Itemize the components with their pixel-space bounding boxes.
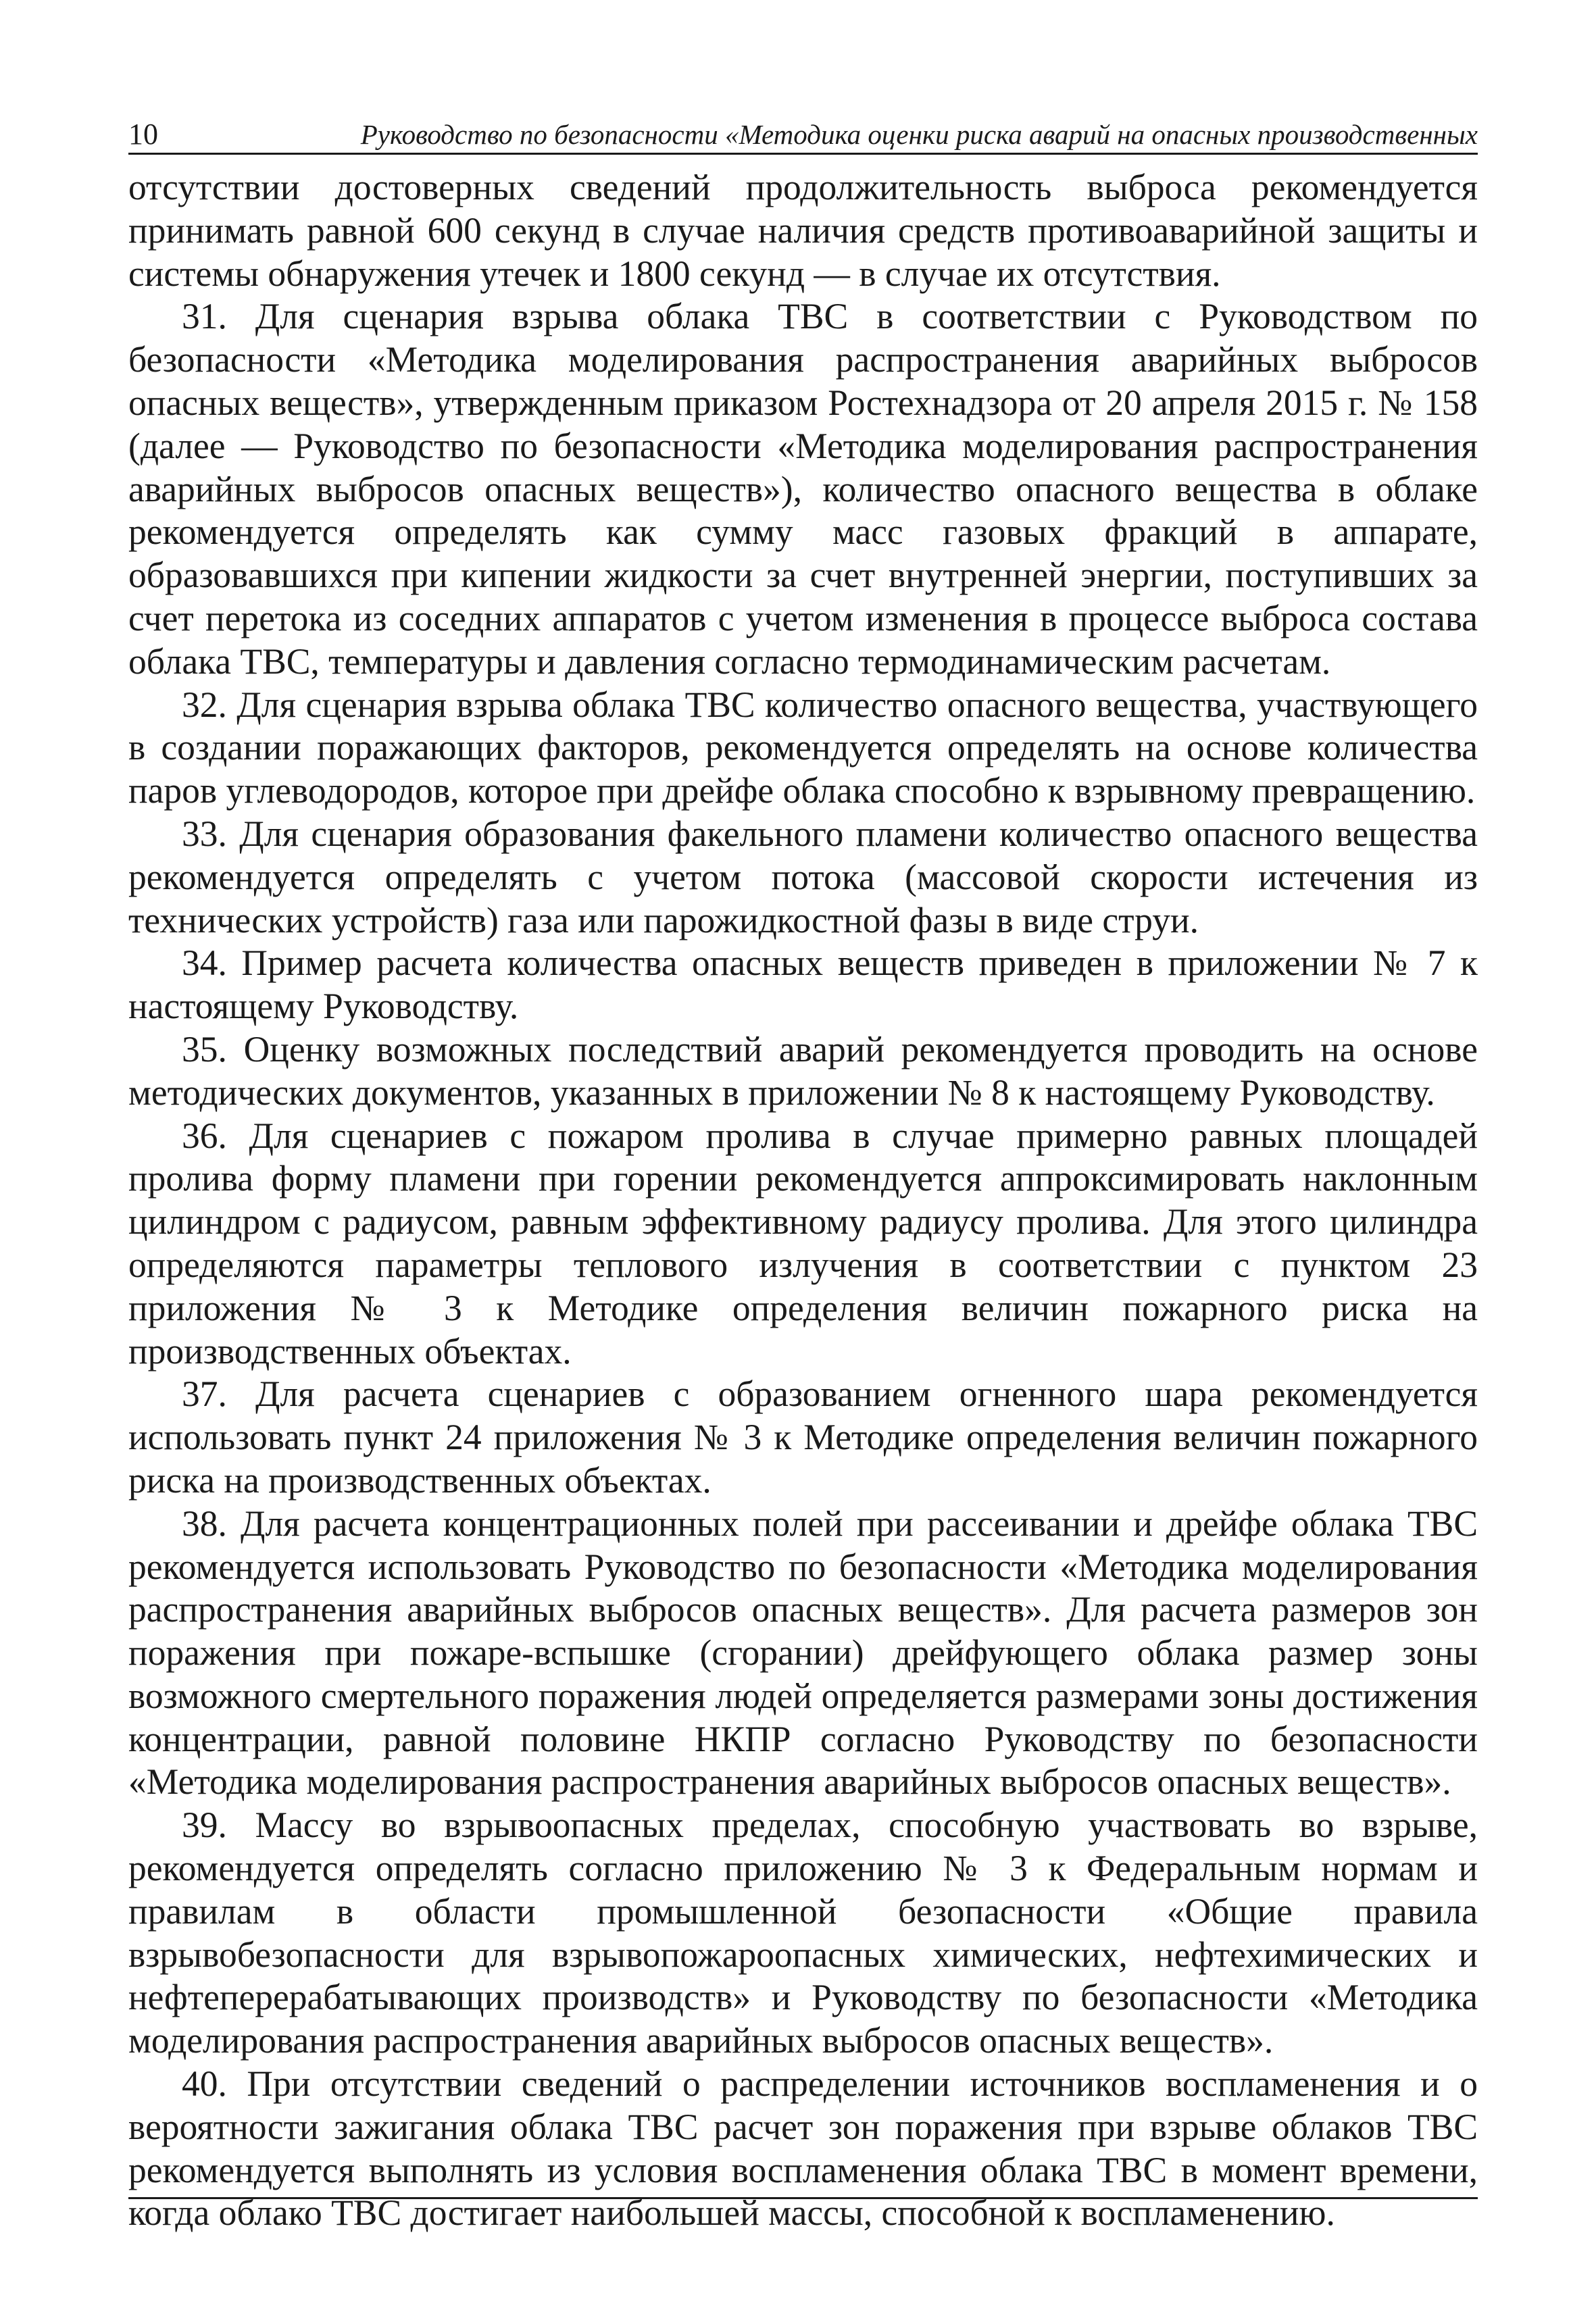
paragraph-35: 35. Оценку возможных последствий аварий рекомендуется проводить на основе методических документов, указанных в приложении № 8 к настоящему Руководству. xyxy=(128,1028,1478,1113)
running-header xyxy=(128,114,1478,155)
paragraph-39: 39. Массу во взрывоопасных пределах, способную участвовать во взрыве, рекомендуется определять согласно приложению № 3 к Федеральным нормам и правилам в области промышленной безопасности «Общие правила взрывобезопасности для взрывопожароопасных химических, нефтехимических и нефтеперерабатывающих производств» и Руководству по безопасности «Методика моделирования распространения аварийных выбросов опасных веществ». xyxy=(128,1805,1478,2061)
paragraph-37: 37. Для расчета сценариев с образованием огненного шара рекомендуется использовать пункт 24 приложения № 3 к Методике определения величин пожарного риска на производственных объектах. xyxy=(128,1374,1478,1501)
paragraph-continuation: отсутствии достоверных сведений продолжительность выброса рекомендуется принимать равной 600 секунд в случае наличия средств противоаварийной защиты и системы обнаружения утечек и 1800 секунд — в случае их отсутствия. xyxy=(128,167,1478,294)
paragraph-36: 36. Для сценариев с пожаром пролива в случае примерно равных площадей пролива форму пламени при горении рекомендуется аппроксимировать наклонным цилиндром с радиусом, равным эффективному радиусу пролива. Для этого цилиндра определяются параметры теплового излучения в соответствии с пунктом 23 приложения № 3 к Методике определения величин пожарного риска на производственных объектах. xyxy=(128,1115,1478,1372)
page-number: 10 xyxy=(128,118,158,151)
footer-divider xyxy=(128,2197,1478,2199)
body-text xyxy=(128,166,1478,2235)
paragraph-38: 38. Для расчета концентрационных полей при рассеивании и дрейфе облака ТВС рекомендуется использовать Руководство по безопасности «Методика моделирования распространения аварийных выбросов опасных веществ». Для расчета размеров зон поражения при пожаре-вспышке (сгорании) дрейфующего облака размер зоны возможного смертельного поражения людей определяется размерами зоны достижения концентрации, равной половине НКПР согласно Руководству по безопасности «Методика моделирования распространения аварийных выбросов опасных веществ». xyxy=(128,1503,1478,1803)
paragraph-31: 31. Для сценария взрыва облака ТВС в соответствии с Руководством по безопасности «Методика моделирования распространения аварийных выбросов опасных веществ», утвержденным приказом Ростехнадзора от 20 апреля 2015 г. № 158 (далее — Руководство по безопасности «Методика моделирования распространения аварийных выбросов опасных веществ»), количество опасного вещества в облаке рекомендуется определять как сумму масс газовых фракций в аппарате, образовавшихся при кипении жидкости за счет внутренней энергии, поступивших за счет перетока из соседних аппаратов с учетом изменения в процессе выброса состава облака ТВС, температуры и давления согласно термодинамическим расчетам. xyxy=(128,296,1478,682)
header-divider xyxy=(128,153,1478,155)
paragraph-33: 33. Для сценария образования факельного пламени количество опасного вещества рекомендуется определять с учетом потока (массовой скорости истечения из технических устройств) газа или парожидкостной фазы в виде струи. xyxy=(128,813,1478,940)
running-header-title: Руководство по безопасности «Методика оценки риска аварий на опасных производственных xyxy=(360,119,1478,150)
paragraph-40: 40. При отсутствии сведений о распределении источников воспламенения и о вероятности зажигания облака ТВС расчет зон поражения при взрыве облаков ТВС рекомендуется выполнять из условия воспламенения облака ТВС в момент времени, когда облако ТВС достигает наибольшей массы, способной к воспламенению. xyxy=(128,2063,1478,2234)
paragraph-34: 34. Пример расчета количества опасных веществ приведен в приложении № 7 к настоящему Руководству. xyxy=(128,942,1478,1027)
paragraph-32: 32. Для сценария взрыва облака ТВС количество опасного вещества, участвующего в создании поражающих факторов, рекомендуется определять на основе количества паров углеводородов, которое при дрейфе облака способно к взрывному превращению. xyxy=(128,684,1478,811)
